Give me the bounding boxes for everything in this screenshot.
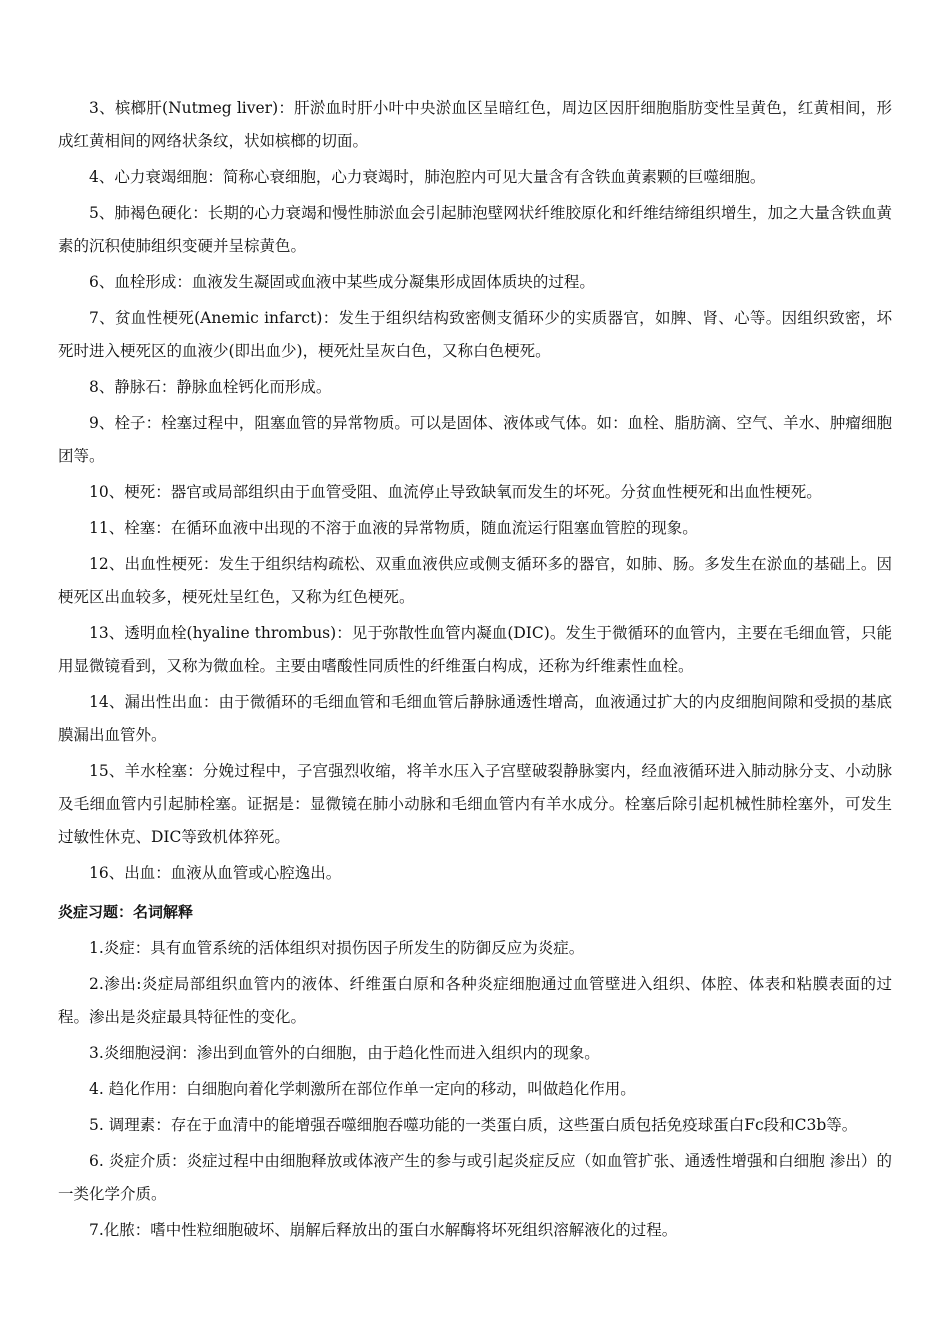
- term-paragraph: 6. 炎症介质：炎症过程中由细胞释放或体液产生的参与或引起炎症反应（如血管扩张、通透性增强和白细胞 渗出）的一类化学介质。: [58, 1152, 892, 1203]
- term-paragraph: 4. 趋化作用：白细胞向着化学刺激所在部位作单一定向的移动，叫做趋化作用。: [89, 1080, 636, 1098]
- section-heading: 炎症习题：名词解释: [58, 903, 194, 921]
- term-paragraph: 16、出血：血液从血管或心腔逸出。: [89, 864, 342, 882]
- term-paragraph: 5、肺褐色硬化：长期的心力衰竭和慢性肺淤血会引起肺泡壁网状纤维胶原化和纤维结缔组织增生，加之大量含铁血黄素的沉积使肺组织变硬并呈棕黄色。: [58, 204, 892, 255]
- term-paragraph: 9、栓子：栓塞过程中，阻塞血管的异常物质。可以是固体、液体或气体。如：血栓、脂肪滴、空气、羊水、肿瘤细胞团等。: [58, 414, 892, 465]
- term-paragraph: 15、羊水栓塞：分娩过程中，子宫强烈收缩，将羊水压入子宫壁破裂静脉窦内，经血液循环进入肺动脉分支、小动脉及毛细血管内引起肺栓塞。证据是：显微镜在肺小动脉和毛细血管内有羊水成分。栓塞后除引起机械性肺栓塞外，可发生过敏性休克、DIC等致机体猝死。: [58, 762, 892, 846]
- term-paragraph: 5. 调理素：存在于血清中的能增强吞噬细胞吞噬功能的一类蛋白质，这些蛋白质包括免疫球蛋白Fc段和C3b等。: [89, 1116, 858, 1134]
- term-paragraph: 7.化脓：嗜中性粒细胞破坏、崩解后释放出的蛋白水解酶将坏死组织溶解液化的过程。: [89, 1221, 678, 1239]
- term-paragraph: 14、漏出性出血：由于微循环的毛细血管和毛细血管后静脉通透性增高，血液通过扩大的内皮细胞间隙和受损的基底膜漏出血管外。: [58, 693, 892, 744]
- term-paragraph: 12、出血性梗死：发生于组织结构疏松、双重血液供应或侧支循环多的器官，如肺、肠。多发生在淤血的基础上。因梗死区出血较多，梗死灶呈红色，又称为红色梗死。: [58, 555, 892, 606]
- term-paragraph: 2.渗出:炎症局部组织血管内的液体、纤维蛋白原和各种炎症细胞通过血管壁进入组织、体腔、体表和粘膜表面的过程。渗出是炎症最具特征性的变化。: [58, 975, 892, 1026]
- term-paragraph: 13、透明血栓(hyaline thrombus)：见于弥散性血管内凝血(DIC)。发生于微循环的血管内，主要在毛细血管，只能用显微镜看到，又称为微血栓。主要由嗜酸性同质性的纤维蛋白构成，还称为纤维素性血栓。: [58, 624, 892, 675]
- term-paragraph: 3.炎细胞浸润：渗出到血管外的白细胞，由于趋化性而进入组织内的现象。: [89, 1044, 600, 1062]
- term-paragraph: 11、栓塞：在循环血液中出现的不溶于血液的异常物质，随血流运行阻塞血管腔的现象。: [89, 519, 698, 537]
- term-paragraph: 10、梗死：器官或局部组织由于血管受阻、血流停止导致缺氧而发生的坏死。分贫血性梗死和出血性梗死。: [89, 483, 822, 501]
- term-paragraph: 8、静脉石：静脉血栓钙化而形成。: [89, 378, 332, 396]
- document-page: [58, 92, 892, 1250]
- term-paragraph: 1.炎症：具有血管系统的活体组织对损伤因子所发生的防御反应为炎症。: [89, 939, 585, 957]
- term-paragraph: 4、心力衰竭细胞：简称心衰细胞，心力衰竭时，肺泡腔内可见大量含有含铁血黄素颗的巨噬细胞。: [89, 168, 766, 186]
- term-paragraph: 7、贫血性梗死(Anemic infarct)：发生于组织结构致密侧支循环少的实质器官，如脾、肾、心等。因组织致密，坏死时进入梗死区的血液少(即出血少)，梗死灶呈灰白色，又称白色梗死。: [58, 309, 892, 360]
- term-paragraph: 6、血栓形成：血液发生凝固或血液中某些成分凝集形成固体质块的过程。: [89, 273, 595, 291]
- term-paragraph: 3、槟榔肝(Nutmeg liver)：肝淤血时肝小叶中央淤血区呈暗红色，周边区因肝细胞脂肪变性呈黄色，红黄相间，形成红黄相间的网络状条纹，状如槟榔的切面。: [58, 99, 892, 150]
